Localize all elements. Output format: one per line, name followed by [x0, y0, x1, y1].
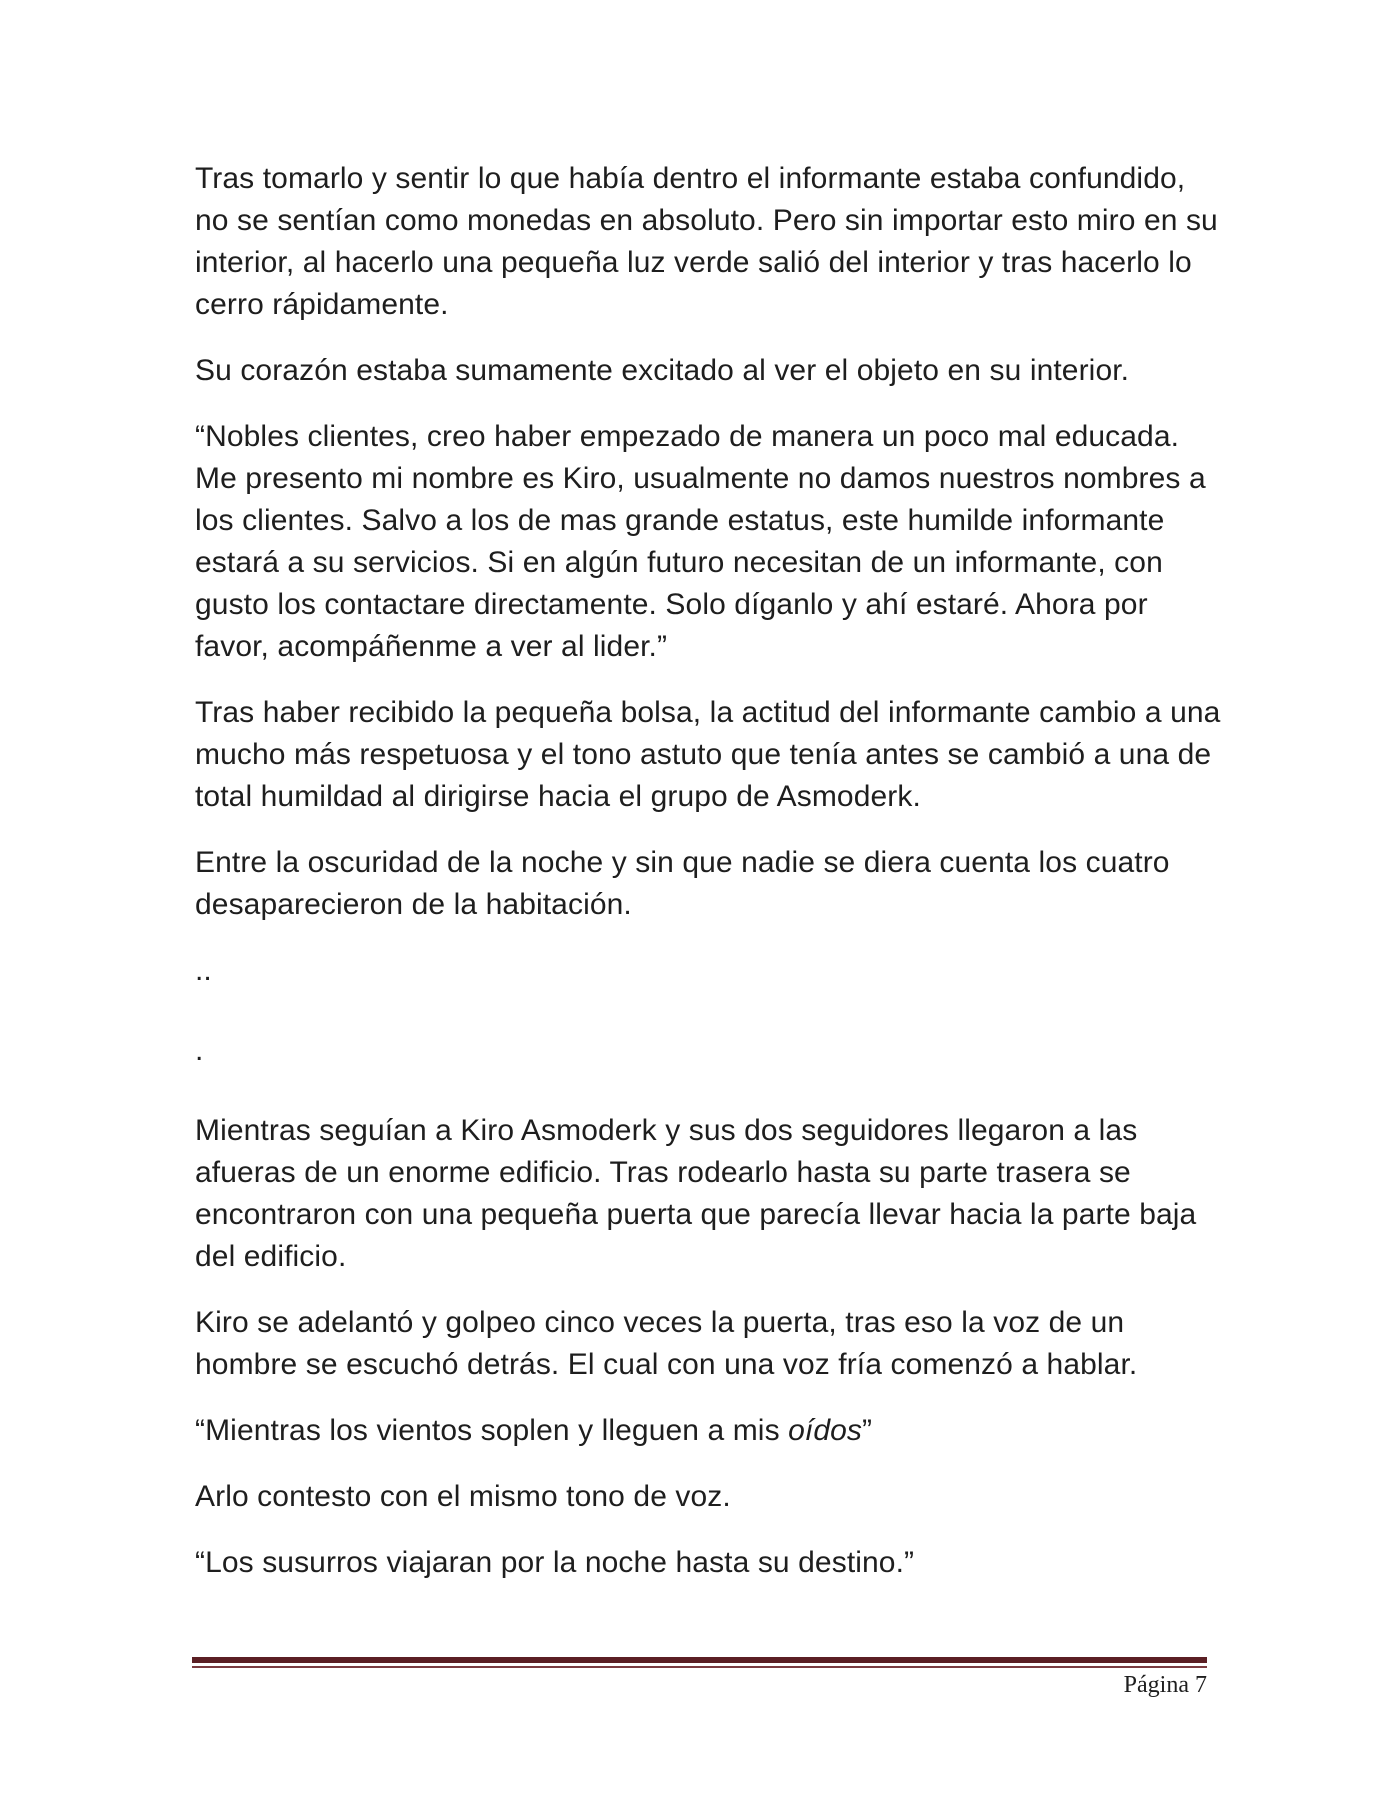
paragraph-2: Su corazón estaba sumamente excitado al ver el objeto en su interior.	[195, 354, 1130, 387]
footer-rule	[192, 1657, 1207, 1668]
paragraph-8	[195, 1410, 1225, 1452]
paragraph-3: “Nobles clientes, creo haber empezado de manera un poco mal educada. Me presento mi nombre es Kiro, usualmente no damos nuestros nombres a los clientes. Salvo a los de mas grande estatus, este humilde informante estará a su servicios. Si en algún futuro necesitan de un informante, con gusto los contactare directamente. Solo díganlo y ahí estaré. Ahora por favor, acompáñenme a ver al lider.”	[195, 420, 1206, 663]
page-number: Página 7	[1123, 1672, 1207, 1698]
paragraph-8-closing-quote: ”	[862, 1414, 873, 1447]
body-text	[195, 158, 1225, 1608]
paragraph-8-italic: oídos	[788, 1414, 862, 1447]
footer-rule-thin	[192, 1666, 1207, 1668]
paragraph-10: “Los susurros viajaran por la noche hasta su destino.”	[195, 1546, 915, 1579]
paragraph-6: Mientras seguían a Kiro Asmoderk y sus dos seguidores llegaron a las afueras de un enorme edificio. Tras rodearlo hasta su parte trasera se encontraron con una pequeña puerta que parecía llevar hacia la parte baja del edificio.	[195, 1114, 1197, 1273]
paragraph-9: Arlo contesto con el mismo tono de voz.	[195, 1480, 731, 1513]
paragraph-8-text: “Mientras los vientos soplen y lleguen a mis	[195, 1414, 789, 1447]
paragraph-7: Kiro se adelantó y golpeo cinco veces la puerta, tras eso la voz de un hombre se escuchó detrás. El cual con una voz fría comenzó a hablar.	[195, 1306, 1138, 1381]
paragraph-1: Tras tomarlo y sentir lo que había dentro el informante estaba confundido, no se sentían como monedas en absoluto. Pero sin importar esto miro en su interior, al hacerlo una pequeña luz verde salió del interior y tras hacerlo lo cerro rápidamente.	[195, 162, 1218, 321]
paragraph-5: Entre la oscuridad de la noche y sin que nadie se diera cuenta los cuatro desaparecieron de la habitación.	[195, 846, 1170, 921]
scene-separator-1: ..	[195, 954, 212, 987]
scene-separator-2: .	[195, 1034, 204, 1067]
footer-rule-thick	[192, 1657, 1207, 1663]
paragraph-4: Tras haber recibido la pequeña bolsa, la actitud del informante cambio a una mucho más respetuosa y el tono astuto que tenía antes se cambió a una de total humildad al dirigirse hacia el grupo de Asmoderk.	[195, 696, 1221, 813]
